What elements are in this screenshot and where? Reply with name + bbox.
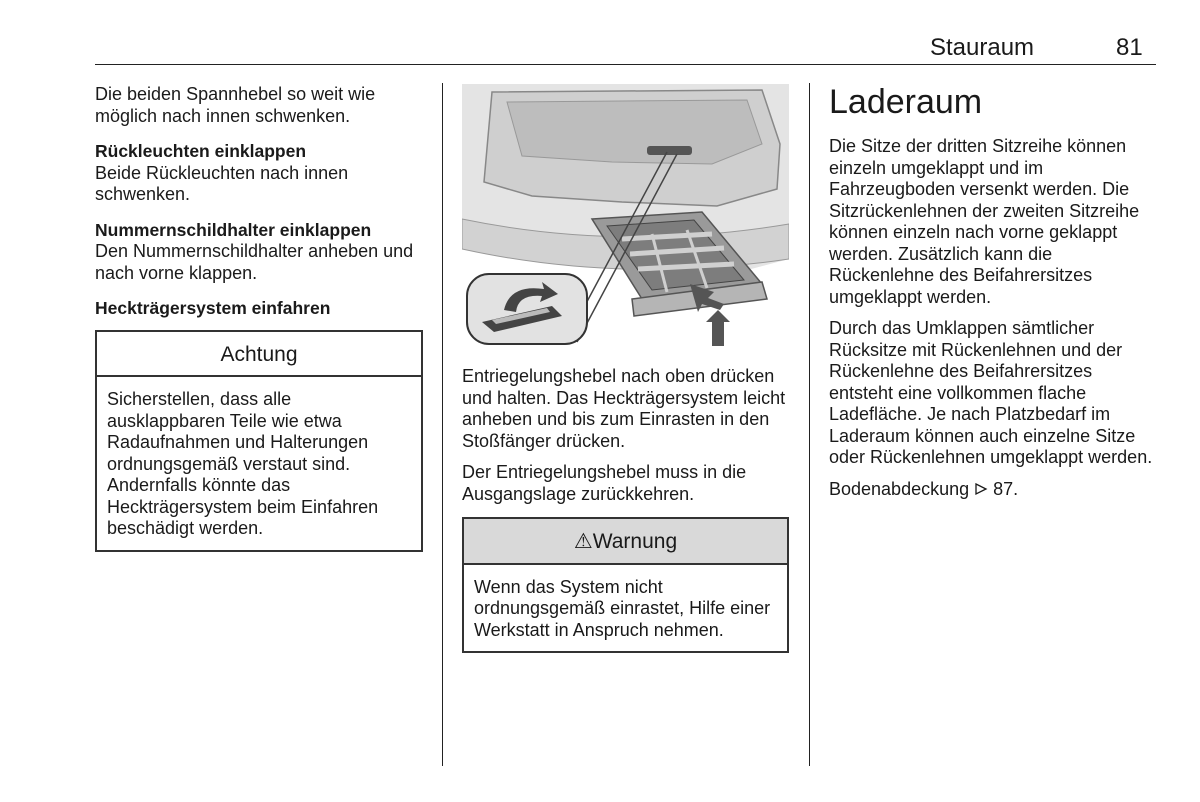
section-body-nummernschild: Den Nummernschildhalter anheben und nach vorne klappen. [95,241,414,283]
header-rule [95,64,1156,65]
instruction-paragraph-1: Entriegelungshebel nach oben drücken und halten. Das Heckträgersystem leicht anheben und bis zum Einrasten in den Stoßfänger drücken. [462,366,786,451]
section-title-laderaum: Laderaum [829,83,983,121]
warning-header [464,519,787,565]
xref-arrow-icon [974,482,988,496]
column-right [829,84,1157,510]
cross-reference [829,479,1157,501]
xref-page: 87. [993,478,1019,499]
page-number: 81 [1116,34,1143,61]
section-title-rueckleuchten: Rückleuchten einklappen [95,141,307,161]
laderaum-paragraph-1: Die Sitze der dritten Sitzreihe können einzeln umgeklappt und im Fahrzeugboden versenkt werden. Die Sitzrückenlehnen der zweiten Sitzreihe können einzeln nach vorne geklappt werden. Zusätzlich kann die Rückenlehne des Beifahrersitzes umgeklappt werden. [829,136,1140,307]
caution-title: Achtung [97,332,421,378]
section-body-rueckleuchten: Beide Rückleuchten nach innen schwenken. [95,162,349,204]
column-left [95,84,423,552]
intro-paragraph: Die beiden Spannhebel so weit wie möglich nach innen schwenken. [95,84,376,126]
tailgate-rack-illustration [462,84,789,346]
section-title-nummernschild: Nummernschildhalter einklappen [95,219,372,240]
xref-label: Bodenabdeckung [829,478,970,499]
instruction-paragraph-2: Der Entriegelungshebel muss in die Ausgangslage zurückkehren. [462,462,747,504]
warning-title: Warnung [592,530,678,553]
column-divider-left [442,83,443,766]
page-header-title: Stauraum [930,34,1035,61]
column-divider-right [809,83,810,766]
warning-box [462,517,789,653]
laderaum-paragraph-2: Durch das Umklappen sämtlicher Rücksitze mit Rückenlehnen und der Rückenlehne des Beifahrersitzes entsteht eine vollkommen flache Ladefläche. Je nach Platzbedarf im Laderaum können auch einzelne Sitze oder Rückenlehnen umgeklappt werden. [829,318,1153,467]
section-title-heckträger: Heckträgersystem einfahren [95,298,331,318]
caution-body: Sicherstellen, dass alle ausklappbaren Teile wie etwa Radaufnahmen und Halterungen ordnungsgemäß verstaut sind. Andernfalls könnte das Heckträgersystem beim Einfahren beschädigt werden. [107,389,379,538]
column-middle [462,84,789,653]
warning-triangle-icon: ⚠ [573,530,593,553]
caution-box [95,330,423,552]
warning-body: Wenn das System nicht ordnungsgemäß einrastet, Hilfe einer Werkstatt in Anspruch nehmen. [474,576,771,640]
